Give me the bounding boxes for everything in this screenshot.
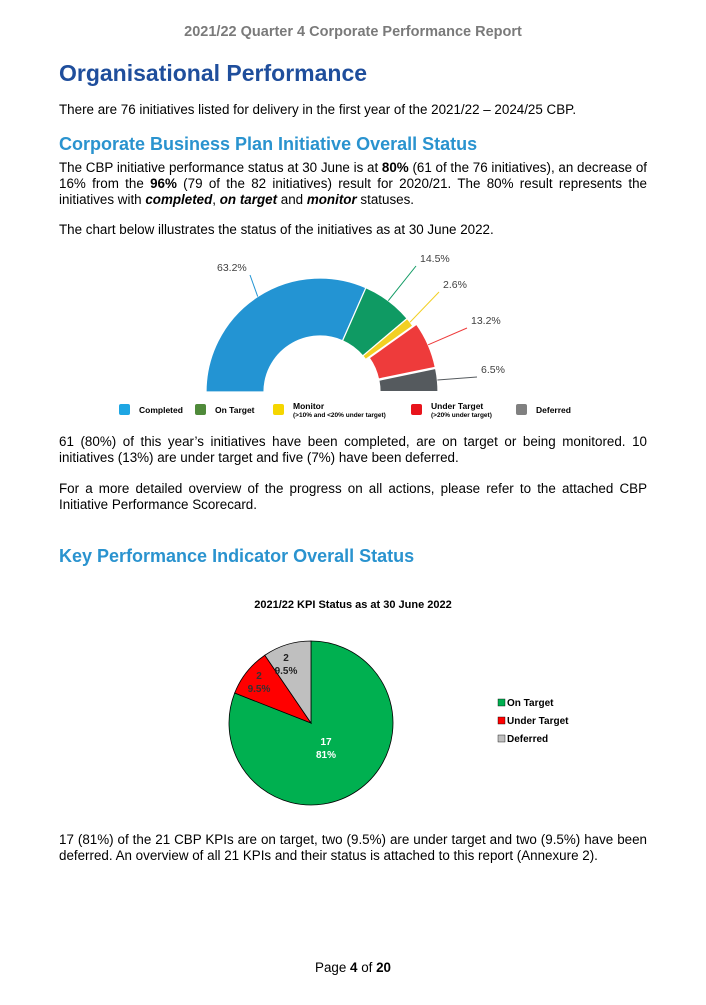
legend-sublabel-monitor: (>10% and <20% under target) <box>293 412 386 419</box>
text-run: , <box>212 192 220 207</box>
pie-legend-label-deferred: Deferred <box>507 734 549 745</box>
text-run: and <box>277 192 307 207</box>
legend-label-under-target: Under Target <box>431 401 484 411</box>
page-prefix: Page <box>315 960 351 975</box>
page-of: of <box>357 960 377 975</box>
bold-value-previous: 96% <box>150 176 177 191</box>
total-pages: 20 <box>376 960 391 975</box>
legend-label-deferred: Deferred <box>536 405 571 415</box>
status-completed-text: completed <box>145 192 213 207</box>
legend-label-completed: Completed <box>139 405 183 415</box>
pie-legend-swatch-deferred <box>498 735 505 742</box>
pie-percent-label: 9.5% <box>247 684 271 695</box>
intro-paragraph: There are 76 initiatives listed for delivery in the first year of the 2021/22 – 2024/25 CBP. <box>59 102 577 117</box>
text-run: (61 of the 76 initiatives), an decrease of 16% from the <box>59 160 648 191</box>
current-page: 4 <box>350 960 358 975</box>
donut-value-label: 2.6% <box>443 279 467 291</box>
chart-intro-paragraph: The chart below illustrates the status of the initiatives as at 30 June 2022. <box>59 222 494 237</box>
scorecard-reference-paragraph: For a more detailed overview of the progress on all actions, please refer to the attached CBP Initiative Performance Scorecard. <box>59 481 647 512</box>
pie-legend-label-under-target: Under Target <box>507 716 569 727</box>
page-number <box>0 960 706 975</box>
initiative-summary-paragraph: 61 (80%) of this year’s initiatives have been completed, are on target or being monitored. 10 initiatives (13%) are under target and five (7%) have been deferred. <box>59 434 647 465</box>
legend-sublabel-under-target: (>20% under target) <box>431 412 492 419</box>
bold-value-current: 80% <box>381 160 409 175</box>
section-heading-cbp: Corporate Business Plan Initiative Overall Status <box>59 134 478 154</box>
pie-count-label: 17 <box>320 737 332 748</box>
kpi-chart-title: 2021/22 KPI Status as at 30 June 2022 <box>254 599 452 611</box>
text-run: statuses. <box>356 192 414 207</box>
legend-label-on-target: On Target <box>215 405 255 415</box>
donut-value-label: 14.5% <box>420 253 450 265</box>
pie-legend-swatch-on-target <box>498 699 505 706</box>
pie-count-label: 2 <box>283 653 289 664</box>
report-header: 2021/22 Quarter 4 Corporate Performance Report <box>184 24 522 40</box>
text-run: The CBP initiative performance status at 30 June is at <box>59 160 382 175</box>
pie-percent-label: 9.5% <box>274 666 298 677</box>
pie-count-label: 2 <box>256 671 262 682</box>
legend-label-monitor: Monitor <box>293 401 325 411</box>
page-title: Organisational Performance <box>59 60 368 86</box>
status-ontarget-text: on target <box>219 192 278 207</box>
donut-value-label: 63.2% <box>217 262 247 274</box>
pie-legend-label-on-target: On Target <box>507 698 554 709</box>
status-monitor-text: monitor <box>306 192 357 207</box>
kpi-summary-paragraph: 17 (81%) of the 21 CBP KPIs are on target, two (9.5%) are under target and two (9.5%) have been deferred. An overview of all 21 KPIs and their status is attached to this report (Annexure 2). <box>59 832 647 863</box>
text-run: (79 of the 82 initiatives) result for 2020/21. The 80% result represents the initiatives with <box>59 176 647 207</box>
pie-legend-swatch-under-target <box>498 717 505 724</box>
donut-value-label: 13.2% <box>471 315 501 327</box>
donut-value-label: 6.5% <box>481 364 505 376</box>
pie-percent-label: 81% <box>315 750 337 761</box>
section-heading-kpi: Key Performance Indicator Overall Status <box>59 546 415 566</box>
